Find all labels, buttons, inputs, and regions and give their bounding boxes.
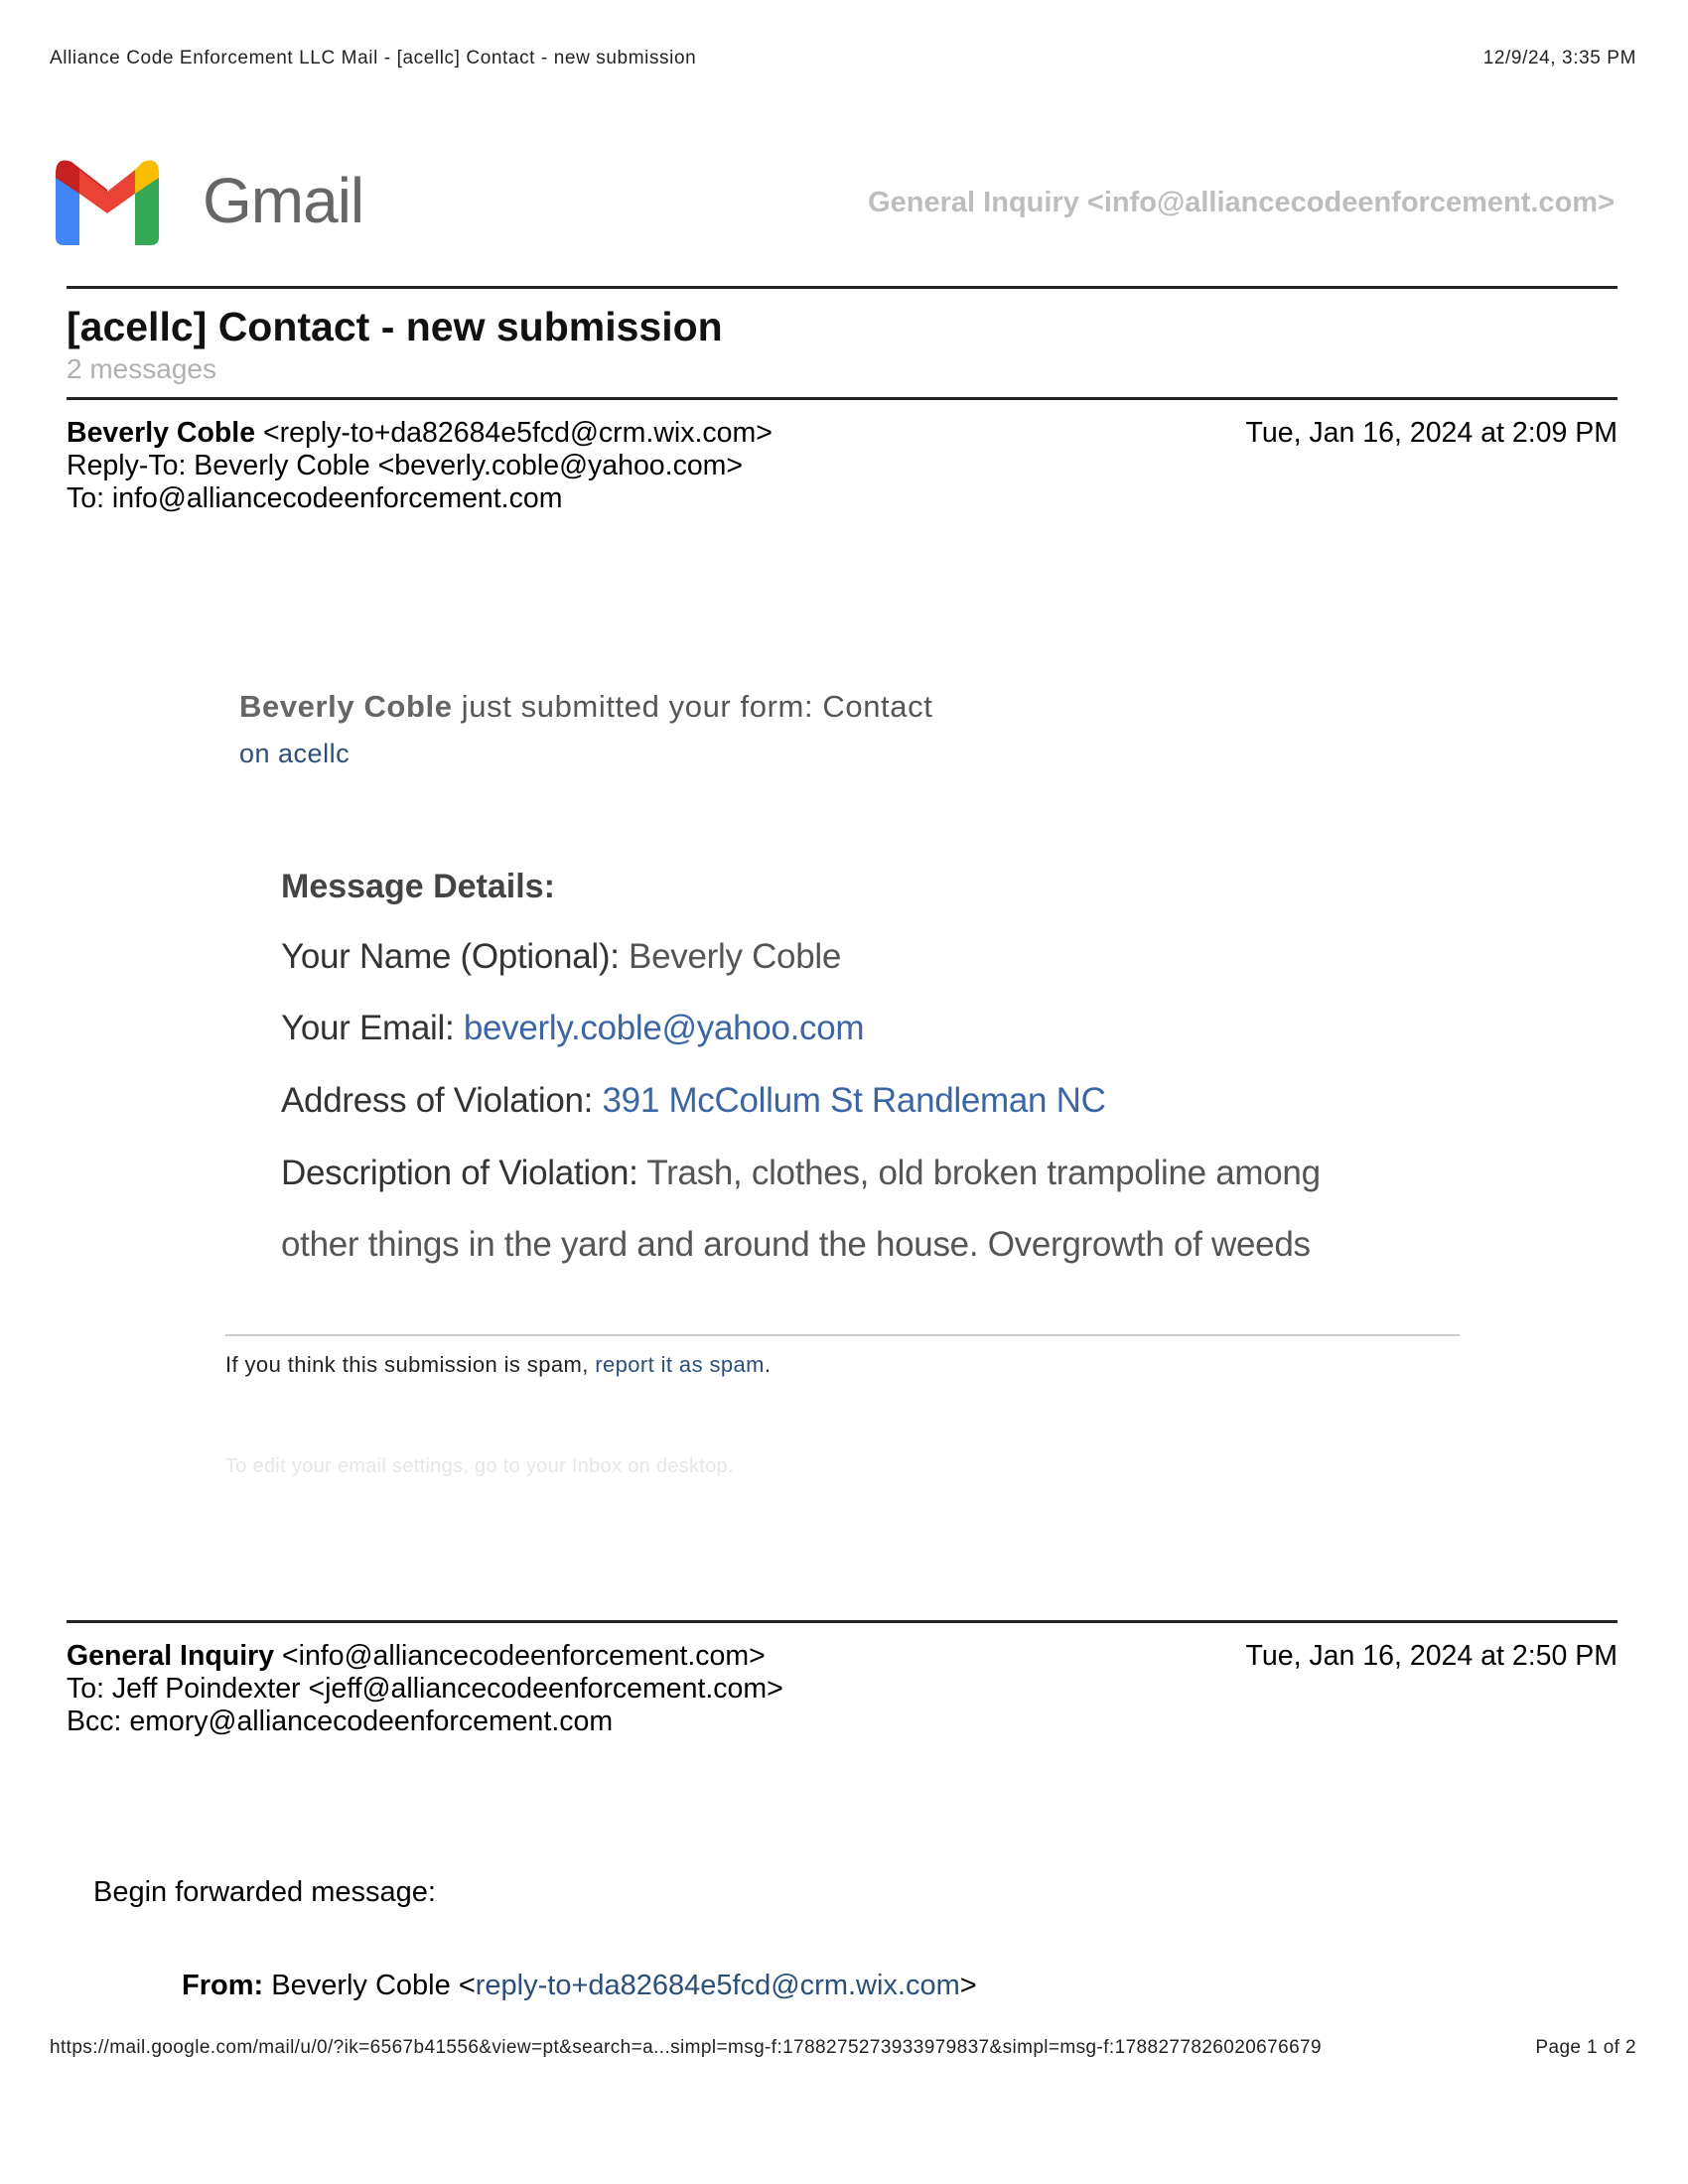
detail-address-label: Address of Violation: xyxy=(281,1081,594,1120)
message1-from xyxy=(67,417,773,450)
detail-address-link[interactable]: 391 McCollum St Randleman NC xyxy=(593,1081,1106,1120)
detail-name-label: Your Name (Optional): xyxy=(281,937,620,976)
detail-email-label: Your Email: xyxy=(281,1009,455,1047)
message1-sender-name: Beverly Coble xyxy=(67,417,256,449)
detail-description xyxy=(281,1154,1321,1193)
forwarded-from-name: Beverly Coble < xyxy=(263,1970,476,2001)
submission-intro xyxy=(239,689,932,725)
spam-text: If you think this submission is spam, xyxy=(225,1352,596,1377)
divider xyxy=(67,286,1618,289)
message2-bcc: Bcc: emory@alliancecodeenforcement.com xyxy=(67,1706,614,1737)
message1-date: Tue, Jan 16, 2024 at 2:09 PM xyxy=(1245,417,1618,449)
forwarded-from xyxy=(182,1970,977,2002)
message1-sender-address: <reply-to+da82684e5fcd@crm.wix.com> xyxy=(255,417,773,449)
email-settings-note: To edit your email settings, go to your Inbox on desktop. xyxy=(225,1455,734,1477)
divider xyxy=(67,397,1618,400)
print-footer-url: https://mail.google.com/mail/u/0/?ik=6567b41556&view=pt&search=a...simpl=msg-f:1788275273933979837&simpl=msg-f:1788277826020676679 xyxy=(50,2037,1322,2058)
account-address: General Inquiry <info@alliancecodeenforcement.com> xyxy=(868,187,1615,218)
detail-name-value: Beverly Coble xyxy=(619,937,842,976)
detail-description-continued xyxy=(281,1225,1311,1265)
detail-description-value: Trash, clothes, old broken trampoline among xyxy=(637,1154,1321,1192)
detail-name xyxy=(281,937,841,977)
gmail-m-icon xyxy=(56,156,159,245)
divider xyxy=(225,1334,1460,1336)
divider xyxy=(67,1620,1618,1623)
message2-sender-address: <info@alliancecodeenforcement.com> xyxy=(274,1640,766,1672)
submission-intro-text: just submitted your form: Contact xyxy=(452,689,933,724)
message2-from xyxy=(67,1640,766,1673)
forwarded-from-link[interactable]: reply-to+da82684e5fcd@crm.wix.com xyxy=(475,1970,960,2001)
detail-description-value-2: other things in the yard and around the house. Overgrowth of weeds xyxy=(281,1225,1311,1264)
message-count: 2 messages xyxy=(67,353,216,384)
forwarded-from-label: From: xyxy=(182,1970,264,2001)
thread-title: [acellc] Contact - new submission xyxy=(67,304,723,349)
site-name-link[interactable]: on acellc xyxy=(239,739,351,768)
gmail-wordmark: Gmail xyxy=(203,165,364,236)
print-header-title: Alliance Code Enforcement LLC Mail - [acellc] Contact - new submission xyxy=(50,48,697,68)
message1-to: To: info@alliancecodeenforcement.com xyxy=(67,482,563,514)
print-header-timestamp: 12/9/24, 3:35 PM xyxy=(1482,48,1636,68)
report-spam-link[interactable]: report it as spam xyxy=(595,1352,765,1377)
detail-email xyxy=(281,1009,864,1048)
spam-notice xyxy=(225,1352,771,1378)
message2-sender-name: General Inquiry xyxy=(67,1640,275,1672)
spam-end: . xyxy=(764,1352,772,1377)
message2-date: Tue, Jan 16, 2024 at 2:50 PM xyxy=(1245,1640,1618,1672)
detail-email-link[interactable]: beverly.coble@yahoo.com xyxy=(454,1009,865,1047)
print-footer-page: Page 1 of 2 xyxy=(1535,2037,1636,2058)
message-details-title: Message Details: xyxy=(281,868,555,905)
message2-to: To: Jeff Poindexter <jeff@alliancecodeenforcement.com> xyxy=(67,1673,783,1705)
forwarded-message-label: Begin forwarded message: xyxy=(93,1876,436,1908)
message1-reply-to: Reply-To: Beverly Coble <beverly.coble@yahoo.com> xyxy=(67,450,744,481)
detail-description-label: Description of Violation: xyxy=(281,1154,638,1192)
submitter-name: Beverly Coble xyxy=(239,689,453,724)
detail-address xyxy=(281,1081,1106,1121)
forwarded-from-end: > xyxy=(959,1970,977,2001)
gmail-logo xyxy=(56,151,383,250)
